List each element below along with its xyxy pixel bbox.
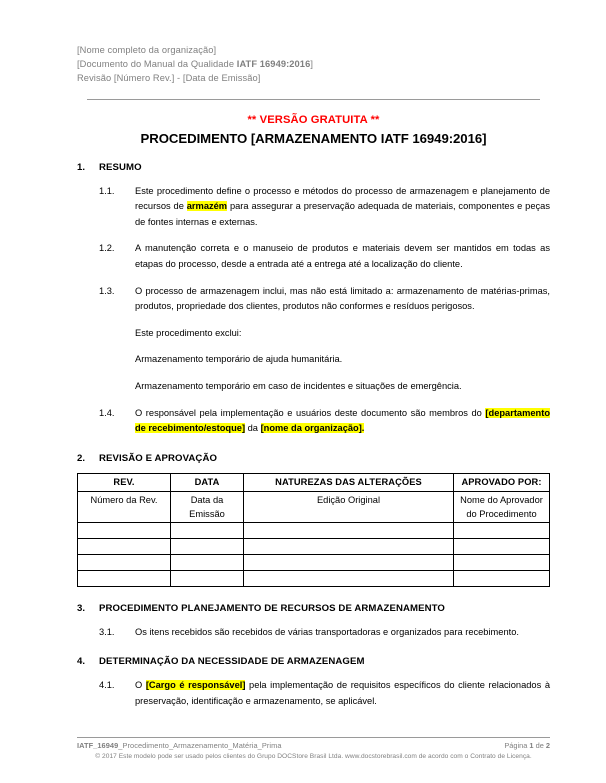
clause-4-1-text bbox=[135, 678, 550, 709]
clause-1-2-number: 1.2. bbox=[99, 243, 115, 254]
free-version-banner: ** VERSÃO GRATUITA ** bbox=[247, 113, 380, 126]
table-cell-aprovado[interactable] bbox=[454, 554, 550, 570]
section-1-number: 1. bbox=[77, 161, 86, 173]
header-manual-standard: IATF 16949:2016 bbox=[236, 59, 311, 70]
footer-page-number bbox=[504, 741, 550, 751]
table-row bbox=[78, 570, 550, 586]
revision-approval-table bbox=[77, 473, 550, 587]
footer-document-reference bbox=[77, 741, 282, 751]
table-row bbox=[78, 554, 550, 570]
clause-1-3-exclusion-1: Armazenamento temporário de ajuda humanitária. bbox=[135, 354, 343, 365]
table-cell-naturezas[interactable] bbox=[244, 538, 454, 554]
clause-3-1 bbox=[77, 625, 550, 641]
table-col-aprovado: APROVADO POR: bbox=[454, 473, 550, 491]
clause-1-3-text: O processo de armazenagem inclui, mas não está limitado a: armazenamento de matérias-primas, produtos, propriedade dos clientes, produtos não conformes e resíduos perigosos. bbox=[135, 285, 550, 312]
highlight-armazem: armazém bbox=[186, 201, 228, 212]
header-manual-line bbox=[77, 57, 550, 71]
section-heading-3 bbox=[77, 603, 550, 614]
clause-4-1-text-before: O bbox=[135, 680, 146, 691]
table-cell-data[interactable]: Data da Emissão bbox=[171, 491, 244, 522]
table-col-naturezas: NATUREZAS DAS ALTERAÇÕES bbox=[244, 473, 454, 491]
footer-page-prefix: Página bbox=[504, 741, 530, 750]
clause-1-4 bbox=[77, 406, 550, 437]
table-row bbox=[78, 522, 550, 538]
clause-4-1-text-after: pela implementação de requisitos específicos do cliente relacionados à preservação, identificação e armazenamento, se aplicável. bbox=[135, 680, 550, 706]
table-cell-data[interactable] bbox=[171, 538, 244, 554]
footer-main-row bbox=[77, 741, 550, 751]
page-title: PROCEDIMENTO [ARMAZENAMENTO IATF 16949:2016] bbox=[140, 130, 487, 146]
clause-3-1-number: 3.1. bbox=[99, 626, 115, 637]
table-col-data: DATA bbox=[171, 473, 244, 491]
table-cell-naturezas[interactable] bbox=[244, 554, 454, 570]
table-header-row bbox=[78, 473, 550, 491]
table-col-rev: REV. bbox=[78, 473, 171, 491]
table-cell-aprovado[interactable]: Nome do Aprovador do Procedimento bbox=[454, 491, 550, 522]
table-cell-aprovado[interactable] bbox=[454, 522, 550, 538]
clause-1-3-excludes-intro: Este procedimento exclui: bbox=[135, 327, 242, 338]
footer-doc-code: IATF_16949 bbox=[77, 741, 119, 750]
header-manual-suffix: ] bbox=[310, 59, 314, 70]
section-2-number: 2. bbox=[77, 452, 86, 464]
table-cell-naturezas[interactable]: Edição Original bbox=[244, 491, 454, 522]
footer-doc-name: _Procedimento_Armazenamento_Matéria_Prima bbox=[118, 741, 282, 750]
revision-table-wrapper bbox=[77, 473, 550, 587]
section-2-title: REVISÃO E APROVAÇÃO bbox=[99, 452, 218, 464]
clause-3-1-text: Os itens recebidos são recebidos de várias transportadoras e organizados para recebimento. bbox=[135, 626, 519, 637]
table-cell-naturezas[interactable] bbox=[244, 570, 454, 586]
clause-1-2 bbox=[77, 241, 550, 272]
footer-page-total: 2 bbox=[545, 741, 550, 750]
table-cell-naturezas[interactable] bbox=[244, 522, 454, 538]
table-cell-data[interactable] bbox=[171, 570, 244, 586]
table-cell-rev[interactable] bbox=[78, 554, 171, 570]
clause-1-4-text bbox=[135, 406, 550, 437]
clause-4-1 bbox=[77, 678, 550, 709]
table-cell-data[interactable] bbox=[171, 522, 244, 538]
section-1-title: RESUMO bbox=[99, 161, 142, 173]
section-heading-4 bbox=[77, 656, 550, 667]
footer-copyright: © 2017 Este modelo pode ser usado pelos clientes do Grupo DOCStore Brasil Ltda. www.docstorebrasil.com de acordo com o Contrato de Licença. bbox=[95, 753, 532, 760]
highlight-cargo-responsavel: [Cargo é responsável] bbox=[145, 680, 246, 691]
header-organization-line: [Nome completo da organização] bbox=[77, 45, 217, 55]
clause-1-2-text: A manutenção correta e o manuseio de produtos e materiais devem ser mantidos em todas as etapas do processo, desde a entrada até a entrega até a localização do cliente. bbox=[135, 243, 550, 269]
header-revision-line: Revisão [Número Rev.] - [Data de Emissão] bbox=[77, 73, 261, 84]
clause-4-1-number: 4.1. bbox=[99, 680, 115, 691]
clause-1-1 bbox=[77, 184, 550, 231]
table-cell-rev[interactable] bbox=[78, 522, 171, 538]
table-cell-rev[interactable]: Número da Rev. bbox=[78, 491, 171, 522]
clause-1-4-text-before: O responsável pela implementação e usuários deste documento são membros do bbox=[135, 407, 486, 418]
section-3-title: PROCEDIMENTO PLANEJAMENTO DE RECURSOS DE ARMAZENAMENTO bbox=[99, 602, 445, 614]
table-row bbox=[78, 538, 550, 554]
section-3-number: 3. bbox=[77, 602, 86, 614]
clause-1-3-number: 1.3. bbox=[99, 285, 115, 296]
section-heading-1 bbox=[77, 162, 550, 173]
section-4-title: DETERMINAÇÃO DA NECESSIDADE DE ARMAZENAGEM bbox=[99, 656, 365, 668]
footer-page-middle: de bbox=[533, 741, 546, 750]
section-4-number: 4. bbox=[77, 656, 86, 668]
table-cell-aprovado[interactable] bbox=[454, 570, 550, 586]
clause-1-1-text-before: Este procedimento define o processo e métodos do processo de armazenagem e planejamento de recursos de bbox=[135, 185, 550, 212]
clause-1-1-text bbox=[135, 184, 550, 231]
clause-1-4-text-middle: da bbox=[245, 423, 261, 434]
table-cell-rev[interactable] bbox=[78, 570, 171, 586]
table-cell-rev[interactable] bbox=[78, 538, 171, 554]
document-content bbox=[77, 43, 550, 710]
highlight-departamento: [departamento de recebimento/estoque] bbox=[135, 407, 550, 434]
table-cell-data[interactable] bbox=[171, 554, 244, 570]
footer-divider bbox=[77, 737, 550, 738]
table-cell-aprovado[interactable] bbox=[454, 538, 550, 554]
clause-1-1-number: 1.1. bbox=[99, 185, 115, 196]
clause-1-3-exclusion-2: Armazenamento temporário em caso de incidentes e situações de emergência. bbox=[135, 380, 462, 391]
document-header bbox=[77, 43, 550, 86]
clause-1-3 bbox=[77, 284, 550, 315]
header-divider bbox=[87, 99, 540, 100]
section-heading-2 bbox=[77, 453, 550, 464]
footer-page-current: 1 bbox=[529, 741, 534, 750]
clause-1-1-text-after: para assegurar a preservação adequada de materiais, componentes e peças de fontes internas e externas. bbox=[135, 201, 550, 227]
clause-1-4-number: 1.4. bbox=[99, 407, 115, 418]
table-row bbox=[78, 491, 550, 522]
highlight-nome-organizacao: [nome da organização]. bbox=[260, 423, 365, 434]
header-manual-prefix: [Documento do Manual da Qualidade bbox=[77, 59, 237, 70]
document-footer bbox=[77, 737, 550, 761]
